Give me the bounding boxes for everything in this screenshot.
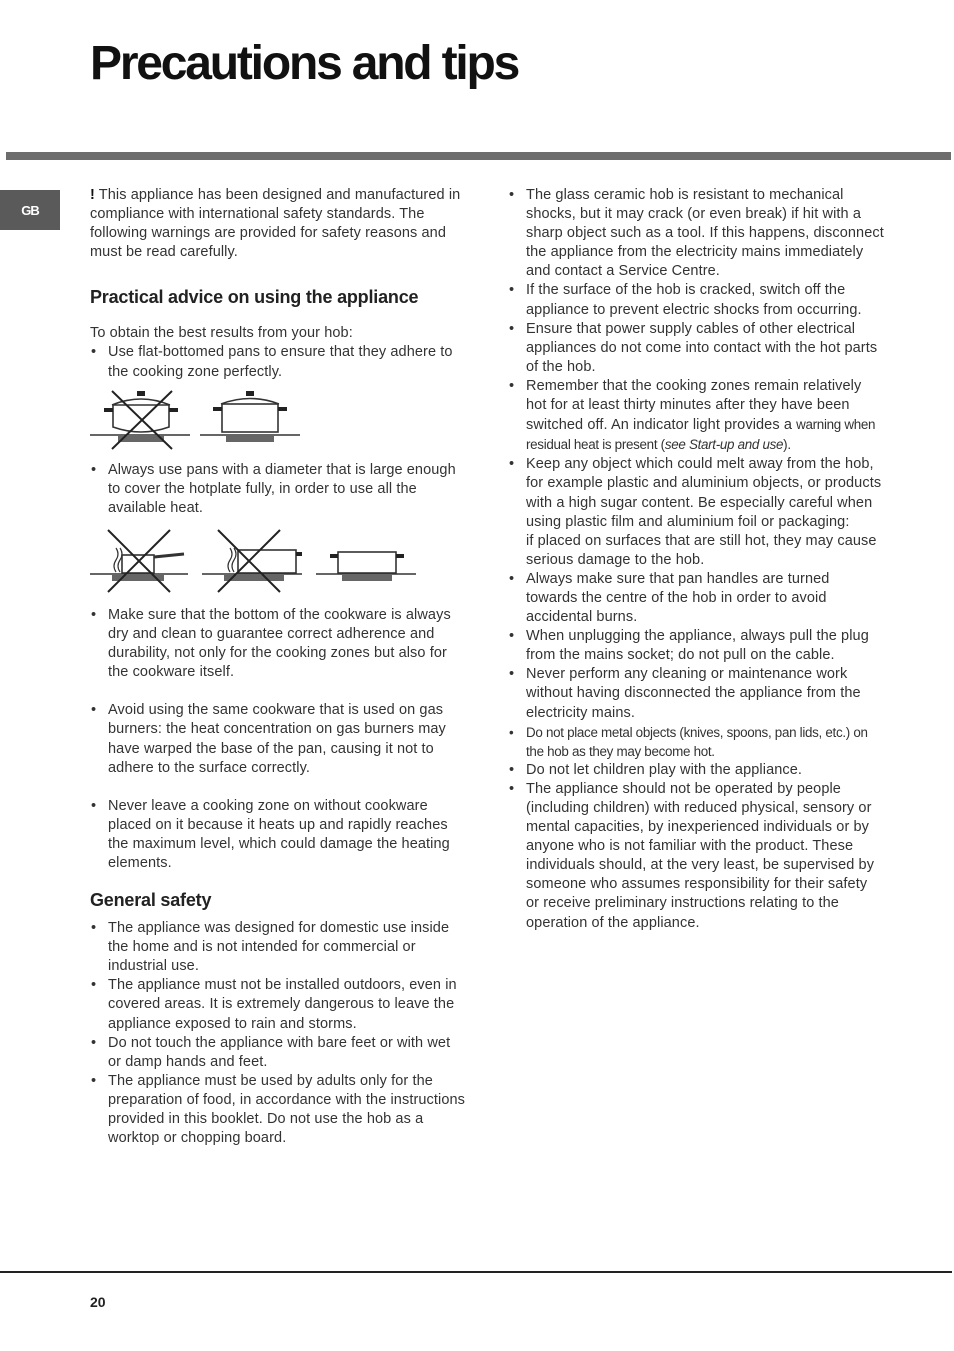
list-item: • Do not place metal objects (knives, spoons, pan lids, etc.) on the hob as they may become hot.	[508, 723, 884, 761]
language-tab: GB	[0, 190, 60, 230]
small-pan-wrong-icon	[90, 530, 188, 592]
list-item: • Make sure that the bottom of the cookware is always dry and clean to guarantee correct adherence and durability, not only for the cooking zones but also for the cookware itself.	[90, 606, 466, 682]
list-item: • If the surface of the hob is cracked, switch off the appliance to prevent electric shocks from occurring.	[508, 281, 884, 319]
list-item: • Do not let children play with the appliance.	[508, 761, 884, 780]
list-item: • The glass ceramic hob is resistant to mechanical shocks, but it may crack (or even break) if hit with a sharp object such as a tool. If this happens, disconnect the appliance from the electricity mains immediately and contact a Service Centre.	[508, 186, 884, 281]
item-text: warning when residual heat is present (	[526, 417, 876, 453]
pan-diameter-illustration	[90, 528, 420, 594]
footer-rule	[0, 1271, 952, 1273]
list-item: • Always use pans with a diameter that is large enough to cover the hotplate fully, in order to use all the available heat.	[90, 461, 466, 518]
list-item: • Do not touch the appliance with bare feet or with wet or damp hands and feet.	[90, 1034, 466, 1072]
right-column	[508, 186, 884, 933]
header-rule	[6, 152, 951, 160]
page-title: Precautions and tips	[90, 37, 519, 90]
list-item: • Use flat-bottomed pans to ensure that they adhere to the cooking zone perfectly.	[90, 343, 466, 381]
left-column	[90, 186, 466, 1148]
page-number: 20	[90, 1294, 106, 1310]
practical-list-2	[90, 461, 466, 518]
item-text: ).	[783, 437, 791, 453]
warped-pan-wrong-icon	[90, 391, 190, 449]
list-item: • Ensure that power supply cables of other electrical appliances do not come into contact with the hot parts of the hob.	[508, 320, 884, 377]
list-item: • The appliance must not be installed outdoors, even in covered areas. It is extremely dangerous to leave the appliance exposed to rain and storms.	[90, 976, 466, 1033]
list-item	[508, 377, 884, 455]
correct-size-pan-icon	[316, 552, 416, 581]
general-safety-heading: General safety	[90, 890, 212, 911]
practical-lead: To obtain the best results from your hob:	[90, 325, 353, 342]
medium-pan-wrong-icon	[202, 530, 302, 592]
list-item: • The appliance should not be operated by people (including children) with reduced physical, sensory or mental capacities, by inexperienced individuals or by anyone who is not familiar with the product. These individuals should, at the very least, be supervised by someone who assumes responsibility for their safety or receive preliminary instructions relating to the operation of the appliance.	[508, 780, 884, 933]
list-item: • Always make sure that pan handles are turned towards the centre of the hob in order to avoid accidental burns.	[508, 570, 884, 627]
cross-reference: see Start-up and use	[664, 437, 784, 453]
item-text: Remember that the cooking zones remain relatively hot for at least thirty minutes after they have been switched off. An indicator light provides a	[526, 377, 862, 434]
practical-list-3	[90, 606, 466, 873]
list-item	[508, 455, 884, 570]
list-item: • The appliance must be used by adults only for the preparation of food, in accordance with the instructions provided in this booklet. Do not use the hob as a worktop or chopping board.	[90, 1072, 466, 1148]
list-item: • The appliance was designed for domestic use inside the home and is not intended for commercial or industrial use.	[90, 919, 466, 976]
item-text: Keep any object which could melt away from the hob, for example plastic and aluminium objects, or products with a high sugar content. Be especially careful when using plastic film and aluminium foil or packaging:	[526, 456, 882, 530]
flat-pan-correct-icon	[200, 391, 300, 442]
safety-list-continued	[508, 186, 884, 933]
warning-mark: !	[90, 187, 95, 203]
list-item: • Avoid using the same cookware that is used on gas burners: the heat concentration on gas burners may have warped the base of the pan, causing it not to adhere to the surface correctly.	[90, 701, 466, 777]
practical-advice-heading: Practical advice on using the appliance	[90, 287, 419, 308]
item-text: if placed on surfaces that are still hot, they may cause serious damage to the hob.	[526, 532, 877, 568]
intro-paragraph	[90, 186, 466, 262]
list-item: • When unplugging the appliance, always pull the plug from the mains socket; do not pull on the cable.	[508, 627, 884, 665]
intro-text: This appliance has been designed and manufactured in compliance with international safety standards. The following warnings are provided for safety reasons and must be read carefully.	[90, 187, 461, 261]
flat-bottom-pans-illustration	[90, 387, 310, 451]
list-item: • Never perform any cleaning or maintenance work without having disconnected the appliance from the electricity mains.	[508, 665, 884, 722]
practical-list	[90, 343, 466, 381]
safety-list	[90, 919, 466, 1148]
list-item: • Never leave a cooking zone on without cookware placed on it because it heats up and rapidly reaches the maximum level, which could damage the heating elements.	[90, 797, 466, 873]
